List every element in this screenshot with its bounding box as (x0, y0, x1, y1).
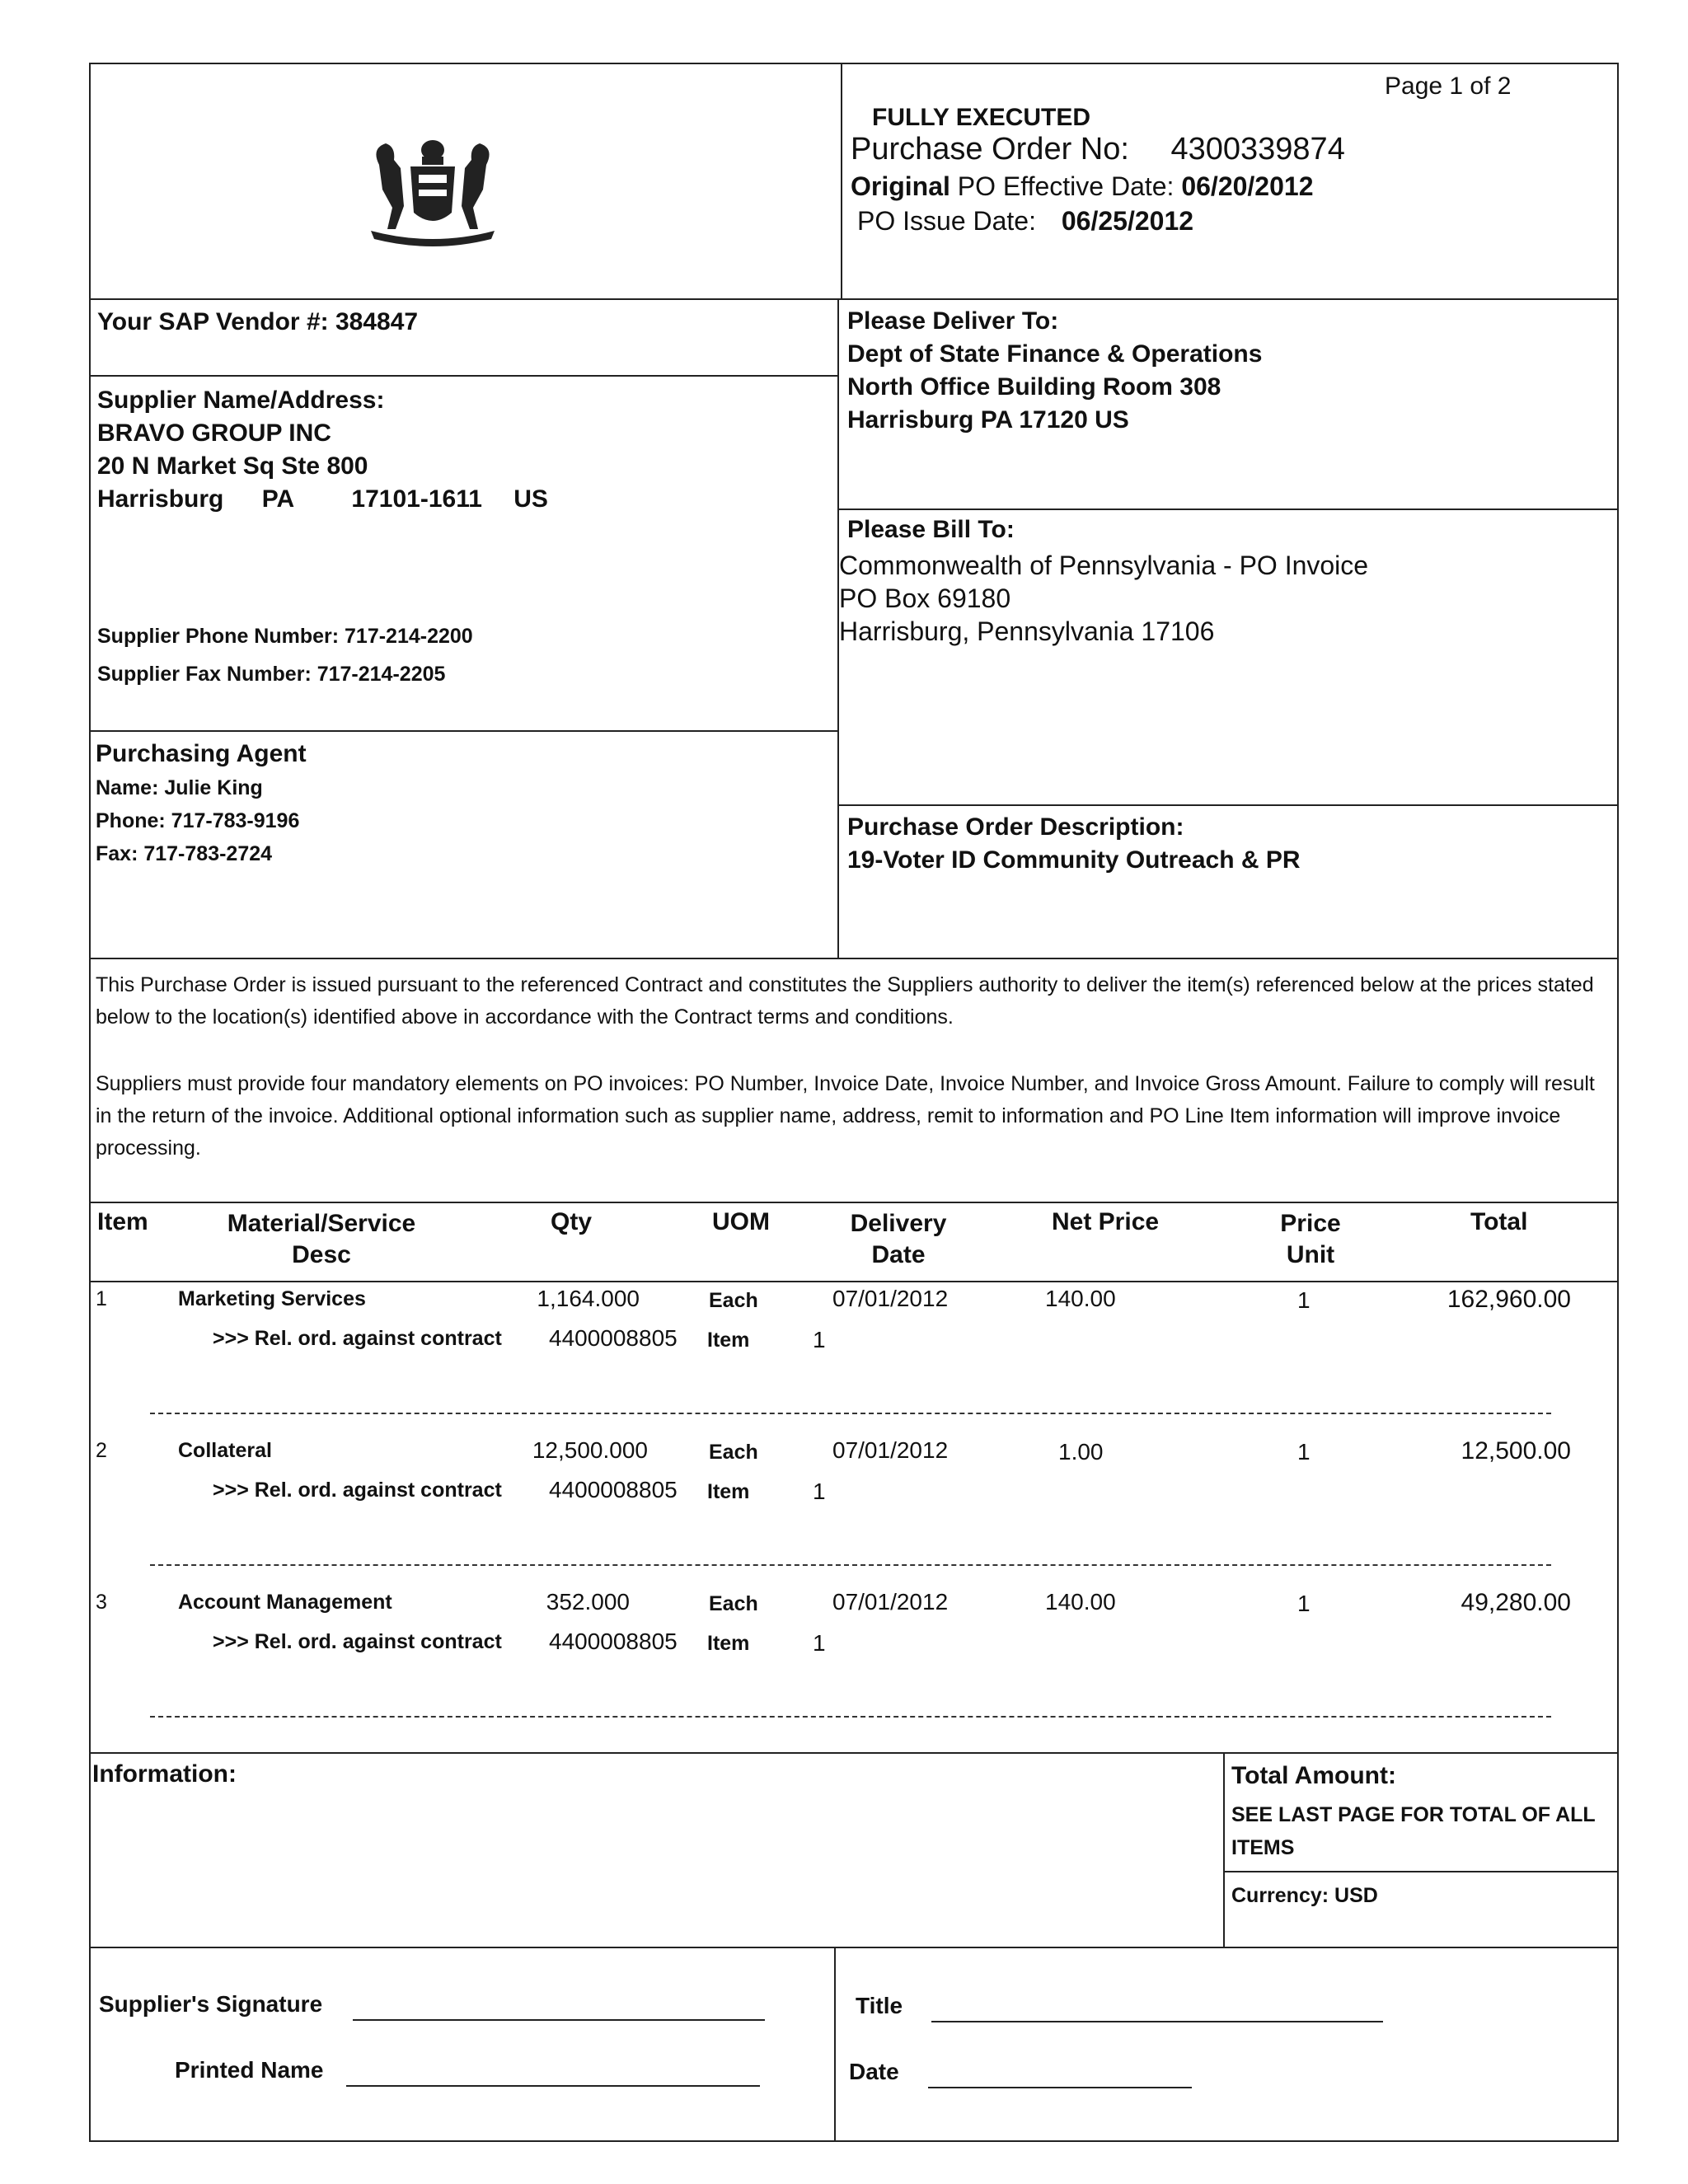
supplier-fax: Supplier Fax Number: 717-214-2205 (97, 663, 446, 686)
date-field[interactable] (928, 2087, 1192, 2088)
row-rel-label: >>> Rel. ord. against contract (213, 1479, 502, 1502)
table-top-line (89, 1202, 1619, 1203)
issue-date: 06/25/2012 (1061, 206, 1194, 236)
effective-date-label: PO Effective Date: (957, 171, 1175, 201)
information-label: Information: (92, 1760, 237, 1788)
supplier-signature-field[interactable] (353, 2019, 765, 2021)
row-desc: Collateral (178, 1439, 272, 1462)
supplier-name: BRAVO GROUP INC (97, 419, 331, 447)
table-header-line (89, 1281, 1619, 1282)
deliver-line (837, 509, 1619, 510)
deliver-line-1: Dept of State Finance & Operations (847, 340, 1263, 368)
row-total: 12,500.00 (1461, 1437, 1571, 1465)
row-qty: 352.000 (546, 1589, 630, 1615)
row-item-label: Item (707, 1329, 750, 1352)
col-header-delivery (824, 1208, 973, 1271)
total-amount-label: Total Amount: (1231, 1762, 1396, 1789)
col-header-price-unit-line2: Unit (1286, 1241, 1335, 1268)
supplier-city-row (97, 483, 548, 516)
col-header-qty: Qty (551, 1208, 593, 1235)
deliver-line-3: Harrisburg PA 17120 US (847, 406, 1129, 434)
row-uom: Each (709, 1441, 758, 1464)
signature-top-line (89, 1947, 1619, 1948)
col-header-desc-line2: Desc (292, 1241, 351, 1268)
col-header-desc-line1: Material/Service (227, 1210, 416, 1237)
row-total: 49,280.00 (1461, 1589, 1571, 1616)
supplier-block (97, 384, 548, 516)
row-net-price: 1.00 (1058, 1439, 1104, 1465)
row-qty: 12,500.000 (532, 1437, 648, 1463)
supplier-city: Harrisburg (97, 485, 224, 513)
description-line (837, 804, 1619, 806)
col-header-delivery-line2: Date (871, 1241, 926, 1268)
sap-vendor: Your SAP Vendor #: 384847 (97, 308, 419, 335)
bill-line-3: Harrisburg, Pennsylvania 17106 (839, 616, 1215, 646)
description-block (847, 811, 1301, 877)
bill-line-2: PO Box 69180 (839, 583, 1011, 613)
title-label: Title (856, 1993, 903, 2018)
col-header-total: Total (1470, 1208, 1528, 1235)
agent-phone: Phone: 717-783-9196 (96, 809, 300, 832)
row-net-price: 140.00 (1045, 1286, 1116, 1311)
row-item: 2 (96, 1439, 107, 1462)
effective-date: 06/20/2012 (1181, 171, 1314, 201)
printed-name-label: Printed Name (175, 2057, 324, 2083)
page-indicator: Page 1 of 2 (1385, 73, 1512, 100)
agent-label: Purchasing Agent (96, 740, 307, 767)
po-number-row (851, 132, 1345, 167)
supplier-country: US (513, 485, 548, 513)
currency: Currency: USD (1231, 1884, 1378, 1907)
row-contract: 4400008805 (549, 1477, 678, 1502)
row-separator (150, 1564, 1551, 1566)
agent-fax: Fax: 717-783-2724 (96, 842, 273, 865)
supplier-signature-label: Supplier's Signature (99, 1991, 323, 2017)
agent-name: Name: Julie King (96, 776, 263, 799)
po-number: 4300339874 (1170, 132, 1345, 166)
row-date: 07/01/2012 (832, 1286, 949, 1311)
col-header-price-unit-line1: Price (1280, 1210, 1341, 1237)
row-date: 07/01/2012 (832, 1437, 949, 1463)
vendor-line (89, 375, 837, 377)
currency-line (1223, 1871, 1619, 1872)
row-total: 162,960.00 (1447, 1286, 1571, 1313)
col-header-desc (190, 1208, 453, 1271)
col-header-item: Item (97, 1208, 148, 1235)
terms-top-line (89, 958, 1619, 959)
header-divider (841, 63, 842, 298)
row-uom: Each (709, 1592, 758, 1615)
col-header-uom: UOM (712, 1208, 770, 1235)
terms-paragraph-2: Suppliers must provide four mandatory elements on PO invoices: PO Number, Invoice Date, Invoice Number, and Invoice Gross Amount. Failure to comply will result in the return of the invoice. Additional optional information such as supplier name, address, remit to information and PO Line Item information will improve invoice processing. (96, 1072, 1595, 1160)
deliver-label: Please Deliver To: (847, 307, 1059, 335)
supplier-state: PA (261, 485, 294, 513)
description-text: 19-Voter ID Community Outreach & PR (847, 846, 1301, 874)
table-bottom-line (89, 1752, 1619, 1754)
row-date: 07/01/2012 (832, 1589, 949, 1615)
agent-line (89, 730, 837, 732)
bill-label: Please Bill To: (847, 516, 1015, 543)
supplier-address: 20 N Market Sq Ste 800 (97, 452, 368, 480)
issue-date-row (857, 206, 1193, 237)
status-badge: FULLY EXECUTED (872, 104, 1091, 131)
row-price-unit: 1 (1297, 1591, 1311, 1616)
row-qty: 1,164.000 (537, 1286, 640, 1311)
seal-icon (346, 132, 519, 247)
row-desc: Account Management (178, 1591, 392, 1614)
signature-divider (834, 1947, 836, 2142)
deliver-block (847, 305, 1262, 437)
row-rel-label: >>> Rel. ord. against contract (213, 1327, 502, 1350)
date-label: Date (849, 2059, 899, 2084)
row-item-label: Item (707, 1480, 750, 1503)
row-uom: Each (709, 1289, 758, 1312)
effective-date-row (851, 171, 1313, 202)
row-rel-label: >>> Rel. ord. against contract (213, 1630, 502, 1653)
title-field[interactable] (931, 2021, 1383, 2022)
deliver-line-2: North Office Building Room 308 (847, 373, 1221, 401)
row-item: 3 (96, 1591, 107, 1614)
row-item-no: 1 (813, 1327, 826, 1352)
row-item-no: 1 (813, 1630, 826, 1656)
row-price-unit: 1 (1297, 1287, 1311, 1313)
row-net-price: 140.00 (1045, 1589, 1116, 1615)
row-contract: 4400008805 (549, 1629, 678, 1654)
row-item-label: Item (707, 1632, 750, 1655)
row-separator (150, 1716, 1551, 1718)
bill-line-1: Commonwealth of Pennsylvania - PO Invoice (839, 551, 1369, 580)
row-item-no: 1 (813, 1479, 826, 1504)
col-header-delivery-line1: Delivery (850, 1210, 947, 1237)
row-desc: Marketing Services (178, 1287, 366, 1310)
supplier-label: Supplier Name/Address: (97, 387, 385, 414)
supplier-zip: 17101-1611 (351, 485, 482, 513)
row-contract: 4400008805 (549, 1325, 678, 1351)
total-divider (1223, 1752, 1225, 1947)
row-item: 1 (96, 1287, 107, 1310)
total-amount-note: SEE LAST PAGE FOR TOTAL OF ALL ITEMS (1231, 1803, 1596, 1859)
po-number-label: Purchase Order No: (851, 132, 1129, 166)
terms-paragraph-1: This Purchase Order is issued pursuant to the referenced Contract and constitutes the Suppliers authority to deliver the item(s) referenced below at the prices stated below to the location(s) identified above in accordance with the Contract terms and conditions. (96, 973, 1594, 1029)
description-label: Purchase Order Description: (847, 813, 1184, 841)
issue-date-label: PO Issue Date: (857, 206, 1036, 236)
col-header-net-price: Net Price (1052, 1208, 1160, 1235)
printed-name-field[interactable] (346, 2085, 760, 2087)
col-header-price-unit (1253, 1208, 1368, 1271)
bill-block (839, 549, 1368, 648)
original-label: Original (851, 171, 950, 201)
row-price-unit: 1 (1297, 1439, 1311, 1465)
supplier-phone: Supplier Phone Number: 717-214-2200 (97, 625, 473, 648)
row-separator (150, 1413, 1551, 1414)
header-bottom-line (89, 298, 1619, 300)
